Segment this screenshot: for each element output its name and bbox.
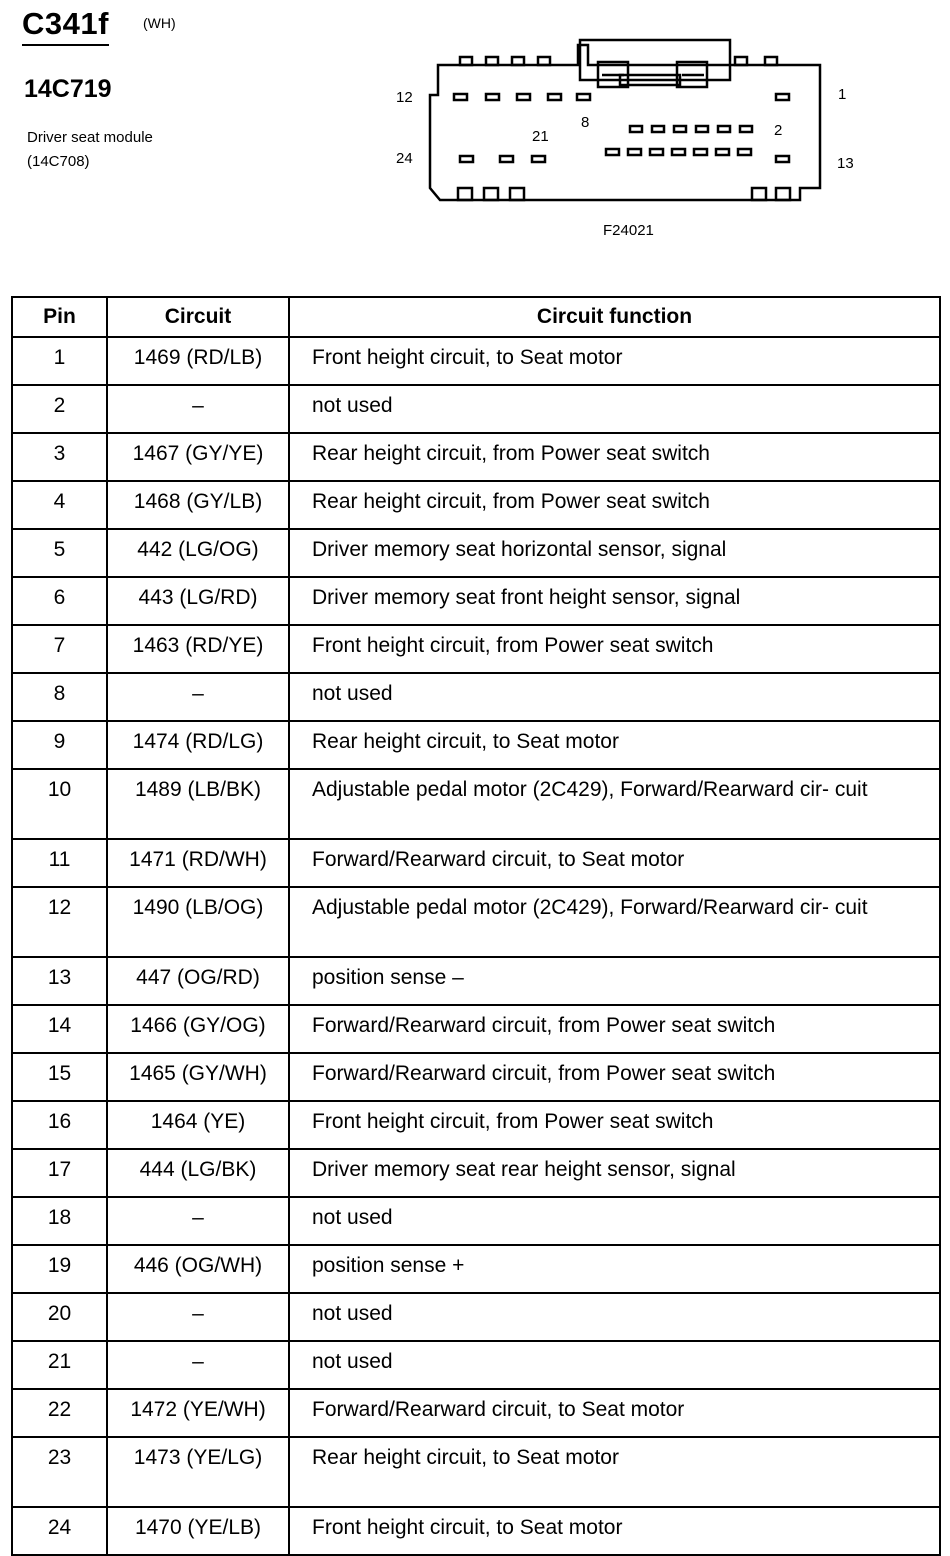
part-number: 14C719	[24, 75, 112, 103]
table-row	[12, 957, 940, 1005]
pin-label-12: 12	[396, 89, 413, 106]
pin-cell: 17	[12, 1149, 107, 1197]
table-row	[12, 1197, 940, 1245]
table-row	[12, 1149, 940, 1197]
table-row	[12, 1437, 940, 1507]
function-cell: not used	[289, 385, 940, 433]
circuit-cell: 1468 (GY/LB)	[107, 481, 289, 529]
pin-label-8: 8	[581, 114, 590, 131]
pin-cell: 3	[12, 433, 107, 481]
pin-cell: 16	[12, 1101, 107, 1149]
table-row	[12, 1293, 940, 1341]
table-row	[12, 1507, 940, 1555]
pin-label-1: 1	[838, 86, 847, 103]
pin-cell: 19	[12, 1245, 107, 1293]
circuit-cell: 1489 (LB/BK)	[107, 769, 289, 839]
table-header-row	[12, 297, 940, 337]
pin-cell: 14	[12, 1005, 107, 1053]
circuit-cell: 1469 (RD/LB)	[107, 337, 289, 385]
circuit-cell: –	[107, 1197, 289, 1245]
function-cell: Adjustable pedal motor (2C429), Forward/Rearward cir- cuit	[289, 769, 940, 839]
function-cell: Rear height circuit, from Power seat switch	[289, 433, 940, 481]
function-cell: Rear height circuit, to Seat motor	[289, 1437, 940, 1507]
table-row	[12, 1389, 940, 1437]
table-row	[12, 769, 940, 839]
circuit-cell: 1472 (YE/WH)	[107, 1389, 289, 1437]
connector-face-diagram	[420, 35, 830, 210]
circuit-cell: 1466 (GY/OG)	[107, 1005, 289, 1053]
circuit-cell: 443 (LG/RD)	[107, 577, 289, 625]
pin-cell: 7	[12, 625, 107, 673]
function-cell: Front height circuit, from Power seat switch	[289, 1101, 940, 1149]
figure-code: F24021	[603, 222, 654, 239]
function-cell: Forward/Rearward circuit, to Seat motor	[289, 1389, 940, 1437]
pin-cell: 22	[12, 1389, 107, 1437]
table-row	[12, 1053, 940, 1101]
pin-cell: 10	[12, 769, 107, 839]
circuit-cell: 444 (LG/BK)	[107, 1149, 289, 1197]
module-part-reference: (14C708)	[27, 153, 90, 170]
circuit-cell: 447 (OG/RD)	[107, 957, 289, 1005]
table-row	[12, 721, 940, 769]
function-cell: not used	[289, 1341, 940, 1389]
pin-cell: 5	[12, 529, 107, 577]
function-cell: Driver memory seat horizontal sensor, signal	[289, 529, 940, 577]
pin-cell: 21	[12, 1341, 107, 1389]
pin-label-24: 24	[396, 150, 413, 167]
table-row	[12, 1341, 940, 1389]
function-cell: Forward/Rearward circuit, from Power seat switch	[289, 1005, 940, 1053]
pin-cell: 1	[12, 337, 107, 385]
pinout-table	[11, 296, 941, 1556]
connector-color-code: (WH)	[143, 15, 176, 31]
pin-cell: 4	[12, 481, 107, 529]
function-cell: Rear height circuit, to Seat motor	[289, 721, 940, 769]
pin-cell: 20	[12, 1293, 107, 1341]
table-row	[12, 1245, 940, 1293]
function-cell: Rear height circuit, from Power seat switch	[289, 481, 940, 529]
function-cell: Adjustable pedal motor (2C429), Forward/Rearward cir- cuit	[289, 887, 940, 957]
circuit-cell: 1474 (RD/LG)	[107, 721, 289, 769]
table-row	[12, 839, 940, 887]
pin-cell: 8	[12, 673, 107, 721]
circuit-cell: –	[107, 673, 289, 721]
function-cell: position sense +	[289, 1245, 940, 1293]
module-description: Driver seat module	[27, 129, 153, 146]
circuit-cell: –	[107, 1341, 289, 1389]
pin-cell: 12	[12, 887, 107, 957]
circuit-cell: 1467 (GY/YE)	[107, 433, 289, 481]
connector-id: C341f	[22, 4, 109, 46]
circuit-cell: 1465 (GY/WH)	[107, 1053, 289, 1101]
function-cell: Front height circuit, to Seat motor	[289, 1507, 940, 1555]
function-cell: Driver memory seat rear height sensor, signal	[289, 1149, 940, 1197]
pin-label-2: 2	[774, 122, 783, 139]
circuit-cell: 442 (LG/OG)	[107, 529, 289, 577]
table-row	[12, 529, 940, 577]
pin-cell: 24	[12, 1507, 107, 1555]
circuit-cell: 1490 (LB/OG)	[107, 887, 289, 957]
function-cell: Forward/Rearward circuit, to Seat motor	[289, 839, 940, 887]
table-row	[12, 481, 940, 529]
function-cell: not used	[289, 1197, 940, 1245]
function-cell: position sense –	[289, 957, 940, 1005]
pinout-table-body	[12, 337, 940, 1555]
table-row	[12, 1101, 940, 1149]
column-header-circuit: Circuit	[107, 297, 289, 337]
circuit-cell: –	[107, 1293, 289, 1341]
pin-label-13: 13	[837, 155, 854, 172]
circuit-cell: 1470 (YE/LB)	[107, 1507, 289, 1555]
table-row	[12, 337, 940, 385]
column-header-pin: Pin	[12, 297, 107, 337]
function-cell: not used	[289, 1293, 940, 1341]
pin-cell: 2	[12, 385, 107, 433]
circuit-cell: 1471 (RD/WH)	[107, 839, 289, 887]
pin-cell: 15	[12, 1053, 107, 1101]
table-row	[12, 673, 940, 721]
circuit-cell: 446 (OG/WH)	[107, 1245, 289, 1293]
circuit-cell: 1464 (YE)	[107, 1101, 289, 1149]
function-cell: Front height circuit, from Power seat switch	[289, 625, 940, 673]
pin-cell: 18	[12, 1197, 107, 1245]
function-cell: Driver memory seat front height sensor, signal	[289, 577, 940, 625]
table-row	[12, 1005, 940, 1053]
pin-label-21: 21	[532, 128, 549, 145]
table-row	[12, 625, 940, 673]
column-header-function: Circuit function	[289, 297, 940, 337]
function-cell: not used	[289, 673, 940, 721]
table-row	[12, 433, 940, 481]
pin-cell: 13	[12, 957, 107, 1005]
table-row	[12, 887, 940, 957]
table-row	[12, 577, 940, 625]
pin-cell: 6	[12, 577, 107, 625]
table-row	[12, 385, 940, 433]
circuit-cell: –	[107, 385, 289, 433]
pin-cell: 23	[12, 1437, 107, 1507]
pin-cell: 9	[12, 721, 107, 769]
function-cell: Forward/Rearward circuit, from Power seat switch	[289, 1053, 940, 1101]
pin-cell: 11	[12, 839, 107, 887]
circuit-cell: 1463 (RD/YE)	[107, 625, 289, 673]
function-cell: Front height circuit, to Seat motor	[289, 337, 940, 385]
circuit-cell: 1473 (YE/LG)	[107, 1437, 289, 1507]
